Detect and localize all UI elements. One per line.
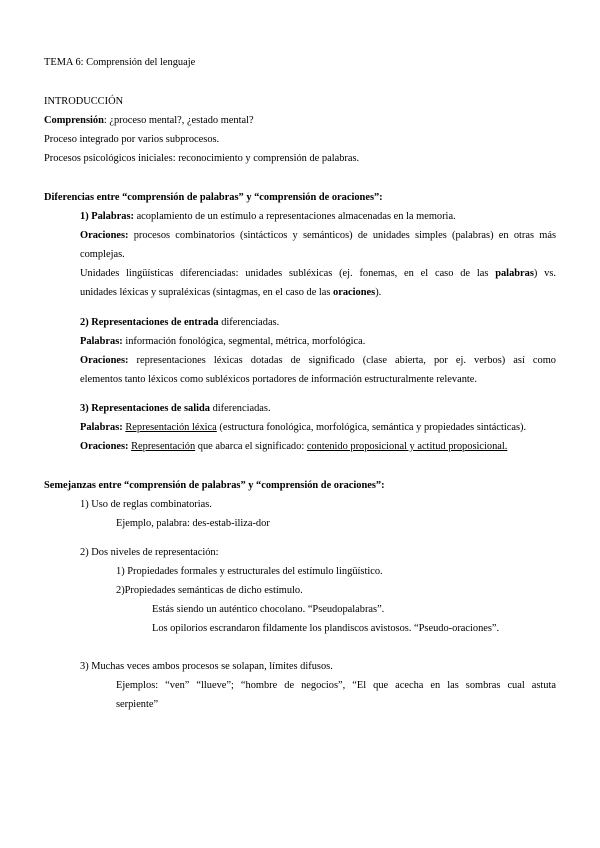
unidades-text-2b: ). (375, 287, 382, 298)
unidades-text-2a: unidades léxicas y supraléxicas (sintagmas, en el caso de las (80, 287, 334, 298)
semejanzas-item-2-sub-2: 2)Propiedades semánticas de dicho estímulo. (116, 585, 303, 596)
entrada-palabras-text: información fonológica, segmental, métrica, morfológica. (122, 336, 366, 347)
salida-text: diferenciadas. (209, 403, 271, 414)
oraciones-text-1: procesos combinatorios (sintácticos y semánticos) de unidades simples (palabras) en otras más (128, 230, 556, 241)
unidades-bold-oraciones: oraciones (333, 287, 376, 298)
comprension-label: Comprensión (44, 115, 104, 126)
semejanzas-item-2: 2) Dos niveles de representación: (80, 547, 219, 558)
semejanzas-item-2-example-1: Estás siendo un auténtico chocolano. “Pseudopalabras”. (152, 604, 385, 615)
salida-palabras-text: (estructura fonológica, morfológica, semántica y propiedades sintácticas). (216, 422, 527, 433)
intro-line-3: Procesos psicológicos iniciales: reconocimiento y comprensión de palabras. (44, 153, 360, 164)
diferencias-oraciones-line-2: complejas. (80, 249, 125, 260)
intro-comprension-line (44, 112, 254, 130)
diferencias-heading (44, 189, 383, 207)
semejanzas-item-2-example-2: Los opilorios escrandaron fildamente los plandiscos avistosos. “Pseudo-oraciones”. (152, 623, 500, 634)
salida-oraciones-line (80, 438, 507, 456)
diferencias-heading-text: Diferencias entre “comprensión de palabras” y “comprensión de oraciones”: (44, 192, 383, 203)
semejanzas-item-1-example: Ejemplo, palabra: des-estab-iliza-dor (116, 518, 270, 529)
salida-palabras-label: Palabras: (80, 422, 123, 433)
unidades-text-1b: ) vs. (533, 268, 556, 279)
semejanzas-item-3: 3) Muchas veces ambos procesos se solapan, límites difusos. (80, 661, 333, 672)
semejanzas-item-2-sub-1: 1) Propiedades formales y estructurales del estímulo lingüístico. (116, 566, 383, 577)
semejanzas-item-3-example-line-2: serpiente” (116, 699, 159, 710)
unidades-line-1 (80, 265, 556, 283)
semejanzas-heading-text: Semejanzas entre “comprensión de palabras” y “comprensión de oraciones”: (44, 480, 385, 491)
entrada-oraciones-text-1: representaciones léxicas dotadas de significado (clase abierta, por ej. verbos) así como (128, 355, 556, 366)
semejanzas-heading (44, 477, 385, 495)
entrada-oraciones-line-2: elementos tanto léxicos como subléxicos portadores de información estructuralmente relevante. (80, 374, 478, 385)
diferencias-palabras-line (80, 208, 456, 226)
comprension-text: : ¿proceso mental?, ¿estado mental? (103, 115, 254, 126)
entrada-label: 2) Representaciones de entrada (80, 317, 219, 328)
entrada-palabras-label: Palabras: (80, 336, 123, 347)
salida-label: 3) Representaciones de salida (80, 403, 210, 414)
palabras-text: acoplamiento de un estímulo a representaciones almacenadas en la memoria. (133, 211, 456, 222)
oraciones-label: Oraciones: (80, 230, 129, 241)
salida-oraciones-underlined-1: Representación (131, 441, 196, 452)
unidades-text-1a: Unidades lingüísticas diferenciadas: unidades subléxicas (ej. fonemas, en el caso de las (80, 268, 496, 279)
salida-oraciones-text: que abarca el significado: (195, 441, 307, 452)
entrada-text: diferenciadas. (218, 317, 280, 328)
unidades-line-2 (80, 284, 381, 302)
salida-palabras-underlined: Representación léxica (125, 422, 217, 433)
salida-heading-line (80, 400, 271, 418)
salida-oraciones-underlined-2: contenido proposicional y actitud proposicional. (306, 441, 508, 452)
palabras-label: 1) Palabras: (80, 211, 134, 222)
entrada-oraciones-label: Oraciones: (80, 355, 129, 366)
semejanzas-item-1: 1) Uso de reglas combinatorias. (80, 499, 212, 510)
intro-heading: INTRODUCCIÓN (44, 96, 124, 107)
entrada-heading-line (80, 314, 279, 332)
intro-line-2: Proceso integrado por varios subprocesos. (44, 134, 220, 145)
entrada-palabras-line (80, 333, 365, 351)
unidades-bold-palabras: palabras (495, 268, 534, 279)
entrada-oraciones-line-1 (80, 352, 556, 370)
semejanzas-item-3-example-line-1: Ejemplos: “ven” “llueve”; “hombre de negocios”, “El que acecha en las sombras cual astuta (116, 680, 556, 691)
salida-palabras-line (80, 419, 526, 437)
salida-oraciones-label: Oraciones: (80, 441, 129, 452)
diferencias-oraciones-line-1 (80, 227, 556, 245)
doc-title: TEMA 6: Comprensión del lenguaje (44, 57, 196, 68)
